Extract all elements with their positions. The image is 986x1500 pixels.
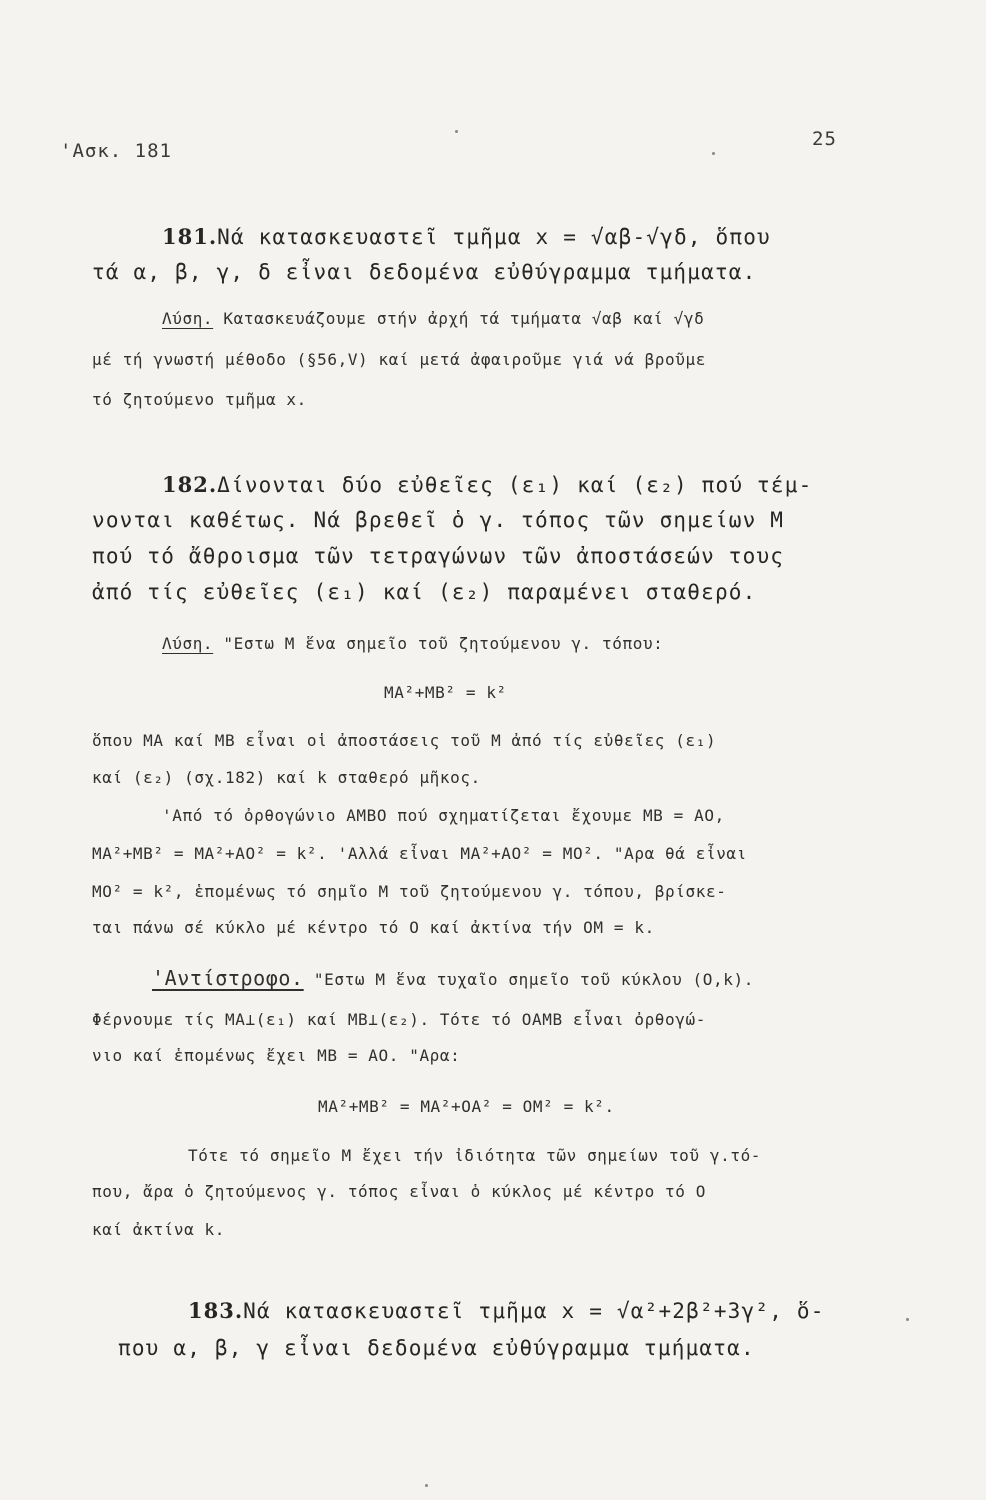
exercise-183-block	[188, 1298, 825, 1323]
solution-text: μέ τή γνωστή μέθοδο (§56,V) καί μετά ἀφαιροῦμε γιά νά βροῦμε	[92, 350, 706, 369]
converse-line	[152, 966, 754, 990]
converse-text: Φέρνουμε τίς MA⊥(ε₁) καί MB⊥(ε₂). Τότε τό OAMB εἶναι ὀρθογώ-	[92, 1010, 706, 1029]
converse-text: νιο καί ἑπομένως ἔχει MB = AO. "Αρα:	[92, 1046, 461, 1065]
converse-text: "Εστω Μ ἕνα τυχαῖο σημεῖο τοῦ κύκλου (O,k).	[303, 970, 754, 989]
conclusion-text: καί ἀκτίνα k.	[92, 1220, 226, 1239]
solution-label: Λύση.	[162, 634, 214, 653]
converse-label: 'Αντίστροφο.	[152, 966, 304, 990]
solution-line	[162, 309, 704, 328]
solution-line	[162, 634, 663, 653]
exercise-number: 182.	[162, 472, 218, 497]
conclusion-text: Τότε τό σημεῖο Μ ἔχει τήν ἰδιότητα τῶν σημείων τοῦ γ.τό-	[188, 1146, 762, 1165]
exercise-182-block	[162, 472, 812, 497]
exercise-statement: τά α, β, γ, δ εἶναι δεδομένα εὐθύγραμμα τμήματα.	[92, 260, 757, 284]
scan-speck	[425, 1484, 428, 1487]
solution-text: ται πάνω σέ κύκλο μέ κέντρο τό Ο καί ἀκτίνα τήν OM = k.	[92, 918, 655, 937]
running-header: 'Ασκ. 181	[60, 140, 172, 162]
solution-text: MA²+MB² = MA²+AO² = k². 'Αλλά εἶναι MA²+AO² = MO². "Αρα θά εἶναι	[92, 844, 747, 863]
exercise-181-block	[162, 224, 771, 249]
solution-text: "Εστω Μ ἕνα σημεῖο τοῦ ζητούμενου γ. τόπου:	[213, 634, 664, 653]
scan-speck	[455, 130, 458, 133]
equation: MA²+MB² = k²	[384, 683, 507, 702]
exercise-statement: πού τό ἄθροισμα τῶν τετραγώνων τῶν ἀποστάσεών τους	[92, 544, 785, 568]
exercise-statement: Δίνονται δύο εὐθεῖες (ε₁) καί (ε₂) πού τέμ-	[217, 473, 813, 497]
conclusion-text: που, ἄρα ὁ ζητούμενος γ. τόπος εἶναι ὁ κύκλος μέ κέντρο τό Ο	[92, 1182, 706, 1201]
scan-speck	[906, 1318, 909, 1321]
exercise-number: 181.	[162, 224, 218, 249]
solution-text: καί (ε₂) (σχ.182) καί k σταθερό μῆκος.	[92, 768, 481, 787]
exercise-number: 183.	[188, 1298, 244, 1323]
exercise-statement: Νά κατασκευαστεῖ τμῆμα x = √αβ-√γδ, ὅπου	[217, 225, 771, 249]
page-number: 25	[812, 128, 837, 150]
solution-label: Λύση.	[162, 309, 214, 328]
exercise-statement: που α, β, γ εἶναι δεδομένα εὐθύγραμμα τμήματα.	[118, 1336, 755, 1360]
exercise-statement: νονται καθέτως. Νά βρεθεῖ ὁ γ. τόπος τῶν σημείων Μ	[92, 508, 785, 532]
exercise-statement: Νά κατασκευαστεῖ τμῆμα x = √α²+2β²+3γ², ὅ-	[243, 1299, 825, 1323]
equation: MA²+MB² = MA²+OA² = OM² = k².	[318, 1097, 615, 1116]
scan-speck	[712, 152, 715, 155]
solution-text: τό ζητούμενο τμῆμα x.	[92, 390, 307, 409]
solution-text: ὅπου MA καί MB εἶναι οἱ ἀποστάσεις τοῦ Μ ἀπό τίς εὐθεῖες (ε₁)	[92, 731, 717, 750]
solution-text: MO² = k², ἑπομένως τό σημῖο Μ τοῦ ζητούμενου γ. τόπου, βρίσκε-	[92, 882, 727, 901]
exercise-statement: ἀπό τίς εὐθεῖες (ε₁) καί (ε₂) παραμένει σταθερό.	[92, 580, 757, 604]
solution-text: Κατασκευάζουμε στήν ἀρχή τά τμήματα √αβ καί √γδ	[213, 309, 705, 328]
solution-text: 'Από τό ὀρθογώνιο ΑΜΒΟ πού σχηματίζεται ἔχουμε MB = AO,	[162, 806, 725, 825]
